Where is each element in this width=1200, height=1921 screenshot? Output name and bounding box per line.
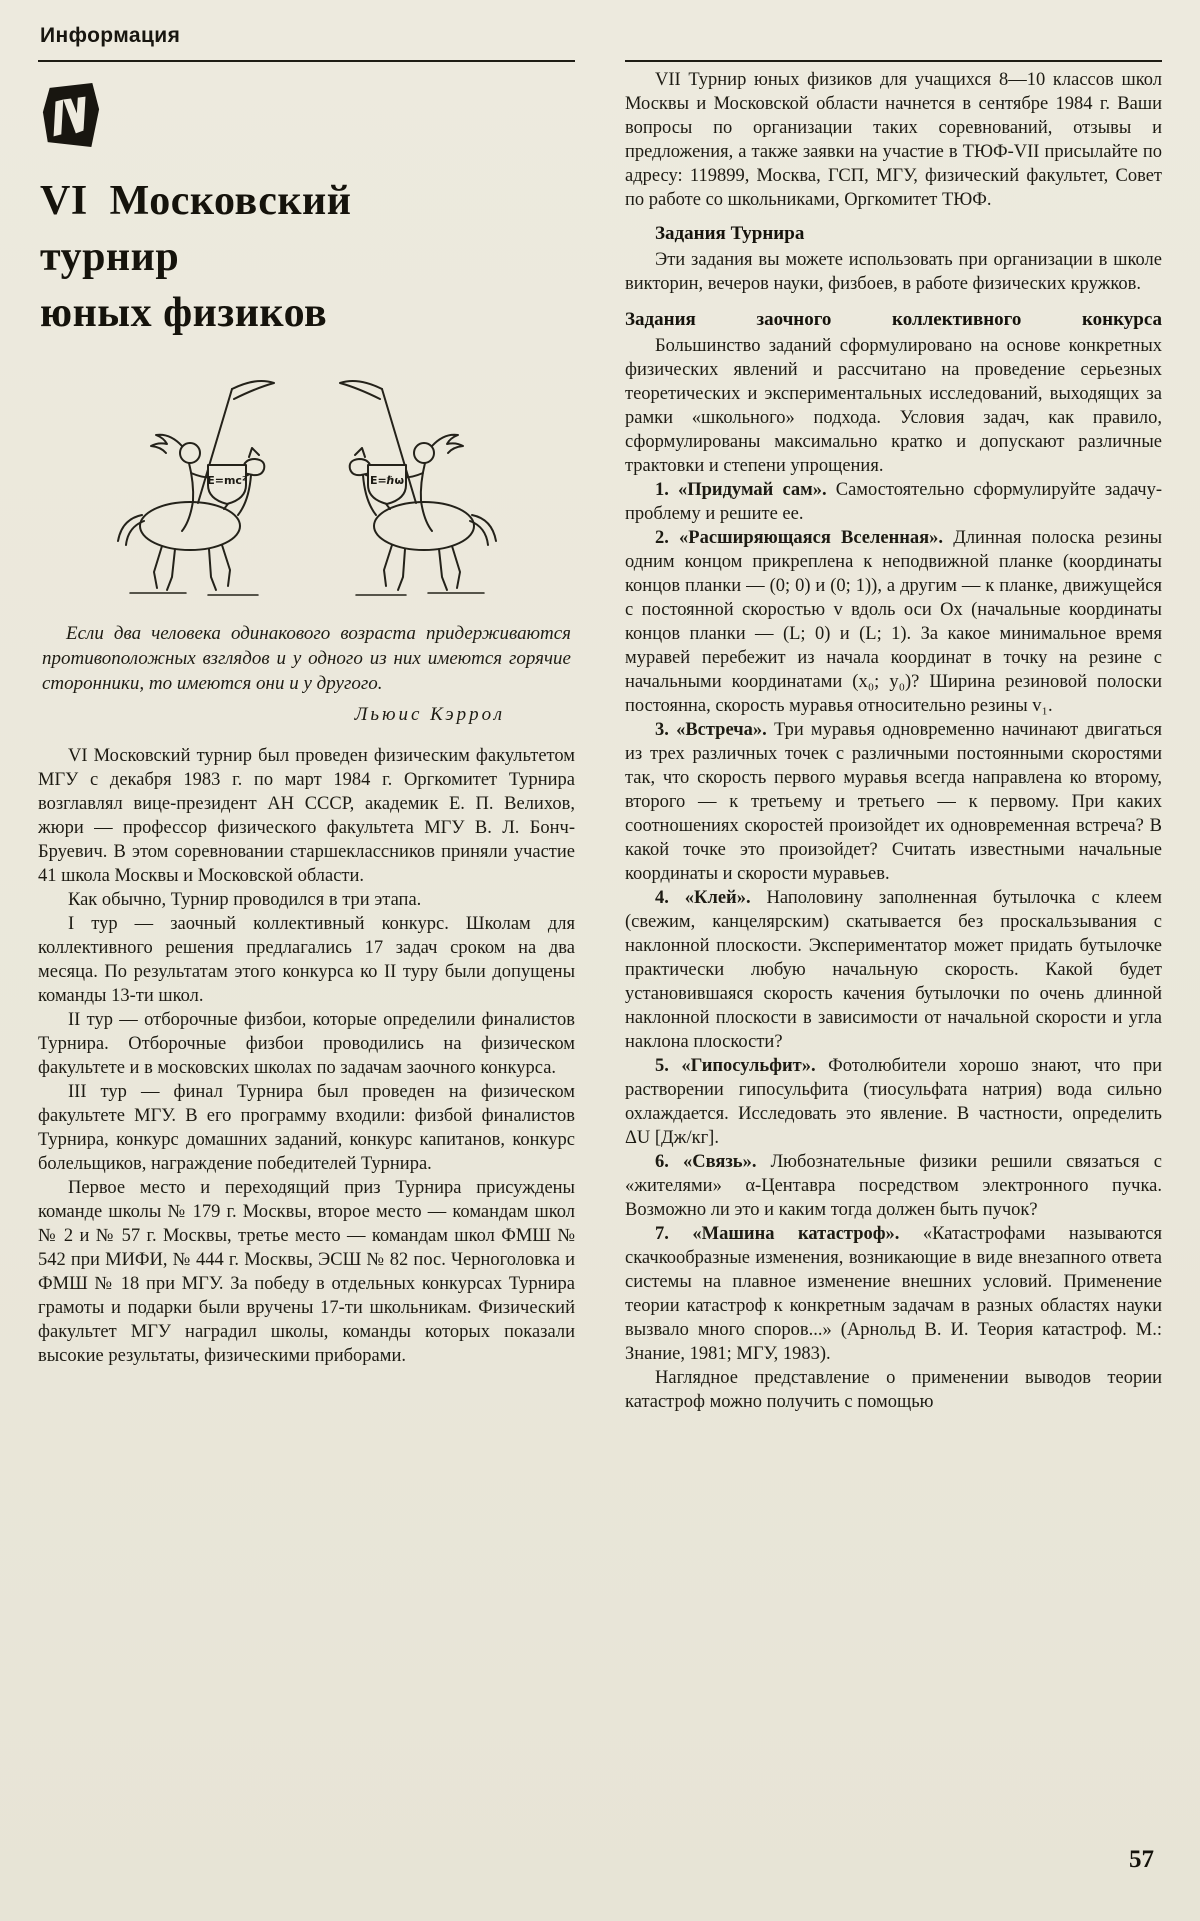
epigraph-text: Если два человека одинакового возраста придерживаются противоположных взглядов и у одного из них имеются горячие сторонники, то имеются они и у другого.: [42, 623, 571, 694]
paragraph: Большинство заданий сформулировано на основе конкретных физических явлений и рассчитано на проведение серьезных теоретических и экспериментальных исследований, выходящих за рамки «школьного» подхода. Условия задач, как правило, сформулированы максимально кратко и допускают различные трактовки и степени упрощения.: [625, 336, 1162, 476]
paragraph: Наглядное представление о применении выводов теории катастроф можно получить с помощью: [625, 1368, 1162, 1412]
task-text: Самостоятельно сформулируйте задачу-проблему и решите ее.: [625, 480, 1162, 524]
title-line-3: юных физиков: [40, 290, 328, 336]
article-title: [40, 173, 575, 341]
task-label: 3. «Встреча».: [655, 720, 767, 740]
jousting-knights-illustration: [72, 363, 542, 613]
info-logo-icon: [40, 80, 102, 150]
left-shield-formula: E=mc²: [206, 474, 247, 487]
task-text: Наполовину заполненная бутылочка с клеем (свежим, канцелярским) скатывается без проскальзывания с наклонной плоскости. Экспериментатор может придать бутылочке практически любую начальную скорость. Какой будет установившаяся скорость качения бутылочки по очень длинной наклонной плоскости в зависимости от начальной скорости и угла наклона плоскости?: [625, 888, 1163, 1052]
task-label: 5. «Гипосульфит».: [655, 1056, 816, 1076]
left-column: [38, 60, 575, 1414]
paragraph: VII Турнир юных физиков для учащихся 8—10 классов школ Москвы и Московской области начнется в сентябре 1984 г. Ваши вопросы по организации таких соревнований, отзывы и предложения, а также заявки на участие в ТЮФ-VII присылайте по адресу: 119899, Москва, ГСП, МГУ, физический факультет, Совет по работе со школьниками, Оргкомитет ТЮФ.: [625, 70, 1162, 210]
paragraph: III тур — финал Турнира был проведен на физическом факультете МГУ. В его программу входили: физбой финалистов Турнира, конкурс домашних заданий, конкурс капитанов, конкурс болельщиков, награждение победителей Турнира.: [38, 1082, 575, 1174]
paragraph: I тур — заочный коллективный конкурс. Школам для коллективного решения предлагались 17 задач сроком на два месяца. По результатам этого конкурса ко II туру были допущены команды 13-ти школ.: [38, 914, 575, 1006]
two-column-layout: [38, 60, 1162, 1414]
task-item-1: [625, 478, 1162, 526]
task-item-6: [625, 1150, 1162, 1222]
paragraph: Как обычно, Турнир проводился в три этапа.: [68, 890, 422, 910]
task-item-2: [625, 526, 1162, 718]
task-label: 2. «Расширяющаяся Вселенная».: [655, 528, 944, 548]
title-line-2: турнир: [40, 234, 180, 280]
paragraph: VI Московский турнир был проведен физическим факультетом МГУ с декабря 1983 г. по март 1984 г. Оргкомитет Турнира возглавлял вице-президент АН СССР, академик Е. П. Велихов, жюри — профессор физического факультета МГУ В. Л. Бонч-Бруевич. В этом соревновании старшеклассников приняли участие 41 школа Москвы и Московской области.: [38, 746, 575, 886]
left-body-text: [38, 744, 575, 1368]
right-column: [625, 60, 1162, 1414]
task-label: 1. «Придумай сам».: [655, 480, 827, 500]
paragraph: Эти задания вы можете использовать при организации в школе викторин, вечеров науки, физбоев, в работе физических кружков.: [625, 250, 1162, 294]
task-label: 6. «Связь».: [655, 1152, 757, 1172]
rubric-logo: [40, 80, 575, 155]
paragraph: Первое место и переходящий приз Турнира присуждены команде школы № 179 г. Москвы, второе место — командам школ № 2 и № 57 г. Москвы, третье место — командам школ ФМШ № 542 при МИФИ, № 444 г. Москвы, ЭСШ № 82 пос. Черноголовка и ФМШ № 18 при МГУ. За победу в отдельных конкурсах Турнира грамоты и подарки были вручены 17-ти школьникам. Физический факультет МГУ наградил школы, команды которых показали высокие результаты, физическими приборами.: [38, 1178, 575, 1366]
task-item-7: [625, 1222, 1162, 1366]
section-heading-correspondence-contest: Задания заочного коллективного конкурса: [625, 309, 1162, 330]
task-text: Любознательные физики решили связаться с «жителями» α-Центавра посредством электронного пучка. Возможно ли это и каким тогда должен быть пучок?: [625, 1152, 1162, 1220]
task-text: Фотолюбители хорошо знают, что при растворении гипосульфита (тиосульфата натрия) вода сильно охлаждается. Исследовать это явление. В частности, определить ΔU [Дж/кг].: [625, 1056, 1162, 1148]
paragraph: II тур — отборочные физбои, которые определили финалистов Турнира. Отборочные физбои проводились на физическом факультете и в московских школах по задачам заочного конкурса.: [38, 1010, 575, 1078]
page-number: 57: [1129, 1846, 1154, 1873]
epigraph-author: Льюис Кэррол: [354, 704, 505, 725]
task-item-5: [625, 1054, 1162, 1150]
epigraph: [42, 621, 571, 726]
right-shield-formula: E=ℏω: [369, 474, 404, 487]
task-item-4: [625, 886, 1162, 1054]
title-line-1: VI Московский: [40, 178, 352, 224]
rubric-label: Информация: [40, 24, 181, 47]
left-knight: [118, 381, 274, 595]
task-label: 7. «Машина катастроф».: [655, 1224, 900, 1244]
right-knight: [340, 381, 496, 595]
task-label: 4. «Клей».: [655, 888, 751, 908]
task-text: Длинная полоска резины одним концом прикреплена к неподвижной планке (координаты концов планки — (0; 0) и (0; 1)), а другим — к планке, движущейся с постоянной скоростью v вдоль оси Ox (начальные координаты концов планки — (L; 0) и (L; 1). За какое минимальное время муравей перебежит из начала координат в точку на резине с начальными координатами (x₀; y₀)? Ширина резиновой полоски постоянна, скорость муравья относительно резины v₁.: [625, 528, 1162, 716]
section-heading-tournament-tasks: Задания Турнира: [655, 223, 805, 244]
task-item-3: [625, 718, 1162, 886]
task-text: «Катастрофами называются скачкообразные изменения, возникающие в виде внезапного ответа системы на плавное изменение внешних условий. Применение теории катастроф к конкретным задачам в разных областях науки вызвало много споров...» (Арнольд В. И. Теория катастроф. М.: Знание, 1981; МГУ, 1983).: [625, 1224, 1162, 1364]
task-text: Три муравья одновременно начинают двигаться из трех различных точек с различными постоянными скоростями так, что скорость первого муравья всегда направлена ко второму, второго — к третьему и третьего — к первому. При каких соотношениях скоростей произойдет их одновременная встреча? В какой точке это произойдет? Считать известными начальные координаты и скорости муравьев.: [625, 720, 1162, 884]
